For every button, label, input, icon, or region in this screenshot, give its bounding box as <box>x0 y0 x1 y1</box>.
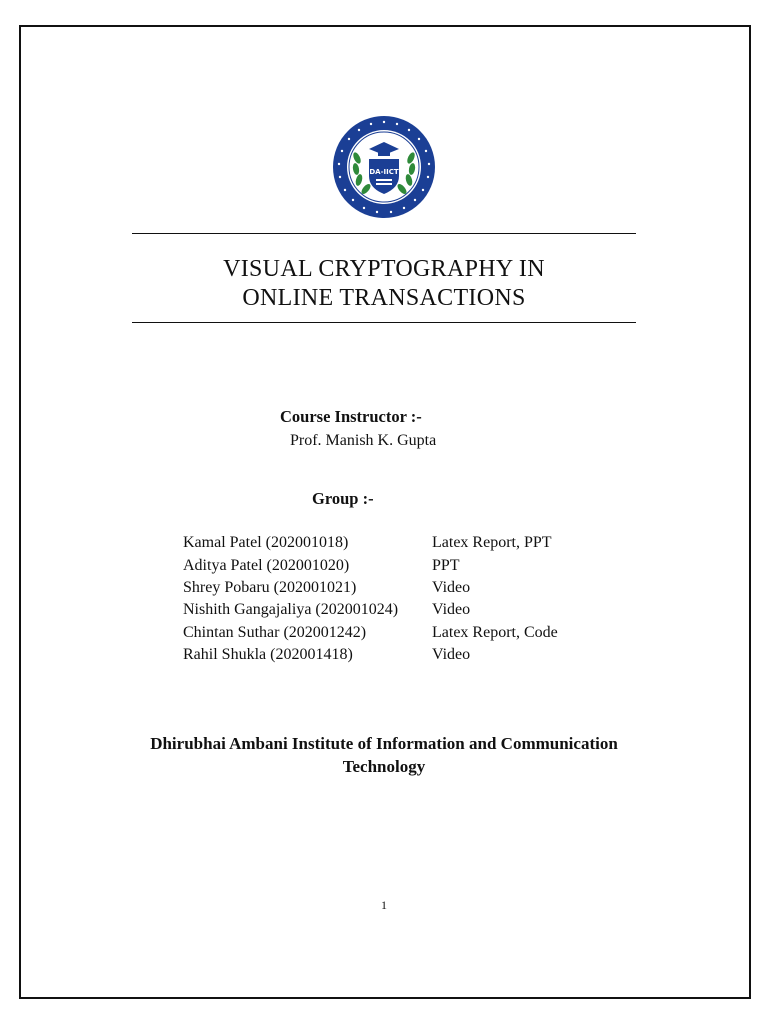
institute-line-1: Dhirubhai Ambani Institute of Information and Communication <box>150 734 618 753</box>
member-role: Latex Report, Code <box>432 623 558 641</box>
member-name: Nishith Gangajaliya (202001024) <box>183 601 399 619</box>
title-line-1: VISUAL CRYPTOGRAPHY IN <box>223 256 545 282</box>
member-name: Aditya Patel (202001020) <box>183 556 350 574</box>
member-name: Shrey Pobaru (202001021) <box>183 578 357 596</box>
table-row <box>183 532 558 554</box>
title-rule-top <box>132 233 636 234</box>
table-row <box>183 599 558 621</box>
svg-text:DA-IICT: DA-IICT <box>369 168 399 176</box>
member-name: Rahil Shukla (202001418) <box>183 646 353 664</box>
instructor-heading: Course Instructor :- <box>280 407 422 426</box>
institute-logo <box>331 114 437 220</box>
instructor-name: Prof. Manish K. Gupta <box>290 432 437 449</box>
member-role: Video <box>432 601 471 619</box>
institute-line-2: Technology <box>342 757 426 776</box>
table-row <box>183 622 558 644</box>
table-row <box>183 554 558 576</box>
table-row <box>183 577 558 599</box>
member-role: Latex Report, PPT <box>432 534 552 552</box>
member-role: PPT <box>432 556 460 574</box>
institute-name <box>104 732 664 778</box>
group-members-table <box>183 532 558 666</box>
page-number: 1 <box>381 898 387 912</box>
member-role: Video <box>432 578 471 596</box>
group-heading: Group :- <box>312 489 374 508</box>
member-name: Chintan Suthar (202001242) <box>183 623 367 641</box>
title-rule-bottom <box>132 322 636 323</box>
member-name: Kamal Patel (202001018) <box>183 534 349 552</box>
member-role: Video <box>432 646 471 664</box>
document-title <box>132 255 636 313</box>
title-line-2: ONLINE TRANSACTIONS <box>242 285 526 311</box>
table-row <box>183 644 558 666</box>
